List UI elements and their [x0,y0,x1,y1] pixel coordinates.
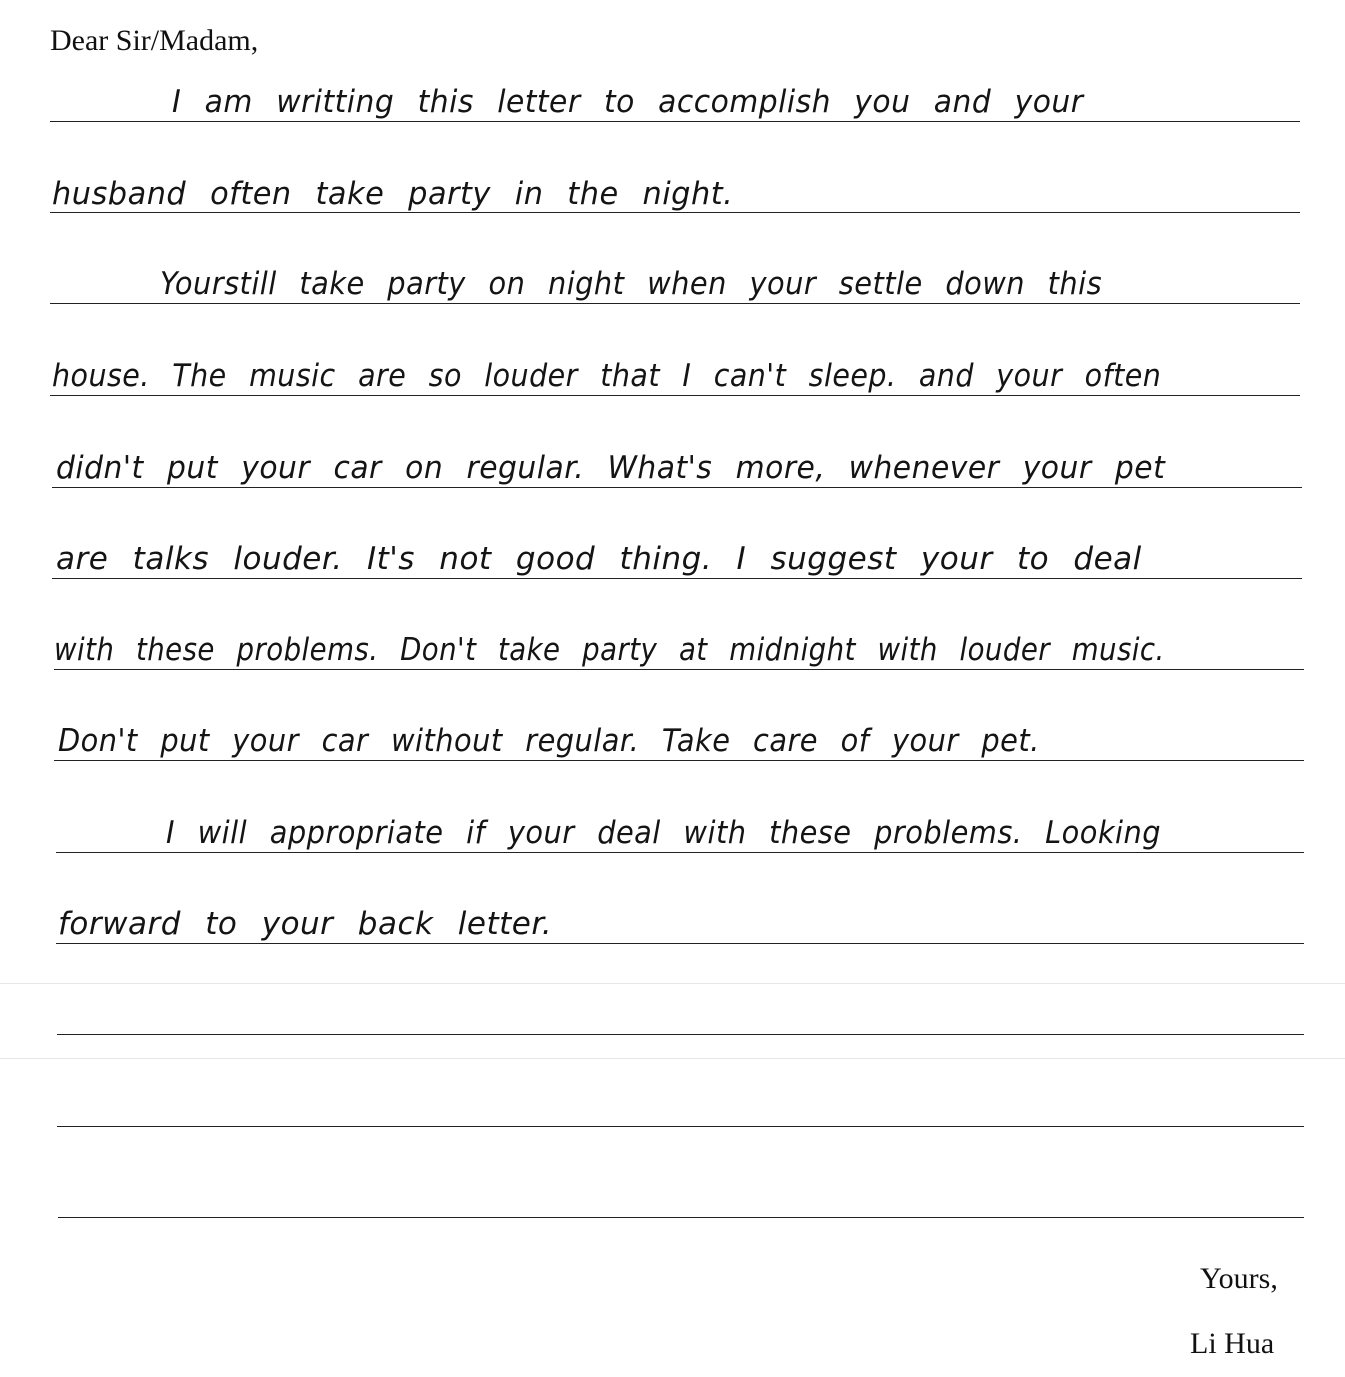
handwritten-line: Yourstill take party on night when your settle down this [160,266,1103,302]
writing-line [54,760,1304,761]
handwritten-line: I am writting this letter to accomplish you and your [172,84,1084,120]
handwritten-line: forward to your back letter. [58,906,553,942]
writing-line [56,852,1304,853]
handwritten-line: with these problems. Don't take party at midnight with louder music. [54,632,1165,668]
writing-line [57,1034,1304,1035]
writing-line [56,943,1304,944]
writing-line [50,395,1300,396]
paper-fold [0,983,1345,984]
handwritten-line: I will appropriate if your deal with these problems. Looking [166,815,1161,851]
letter-signature: Li Hua [1190,1327,1275,1360]
writing-line [58,1217,1304,1218]
handwritten-line: are talks louder. It's not good thing. I suggest your to deal [56,541,1142,577]
handwritten-line: husband often take party in the night. [52,176,734,212]
writing-line [50,212,1300,213]
letter-greeting: Dear Sir/Madam, [50,24,259,57]
writing-line [52,487,1302,488]
writing-line [50,303,1300,304]
writing-line [50,121,1300,122]
writing-line [52,578,1302,579]
handwritten-line: didn't put your car on regular. What's more, whenever your pet [56,450,1166,486]
handwritten-line: house. The music are so louder that I can't sleep. and your often [52,358,1162,394]
paper-fold [0,1058,1345,1059]
letter-closing: Yours, [1200,1262,1278,1295]
writing-line [57,1126,1304,1127]
writing-line [54,669,1304,670]
handwritten-line: Don't put your car without regular. Take care of your pet. [58,723,1040,759]
